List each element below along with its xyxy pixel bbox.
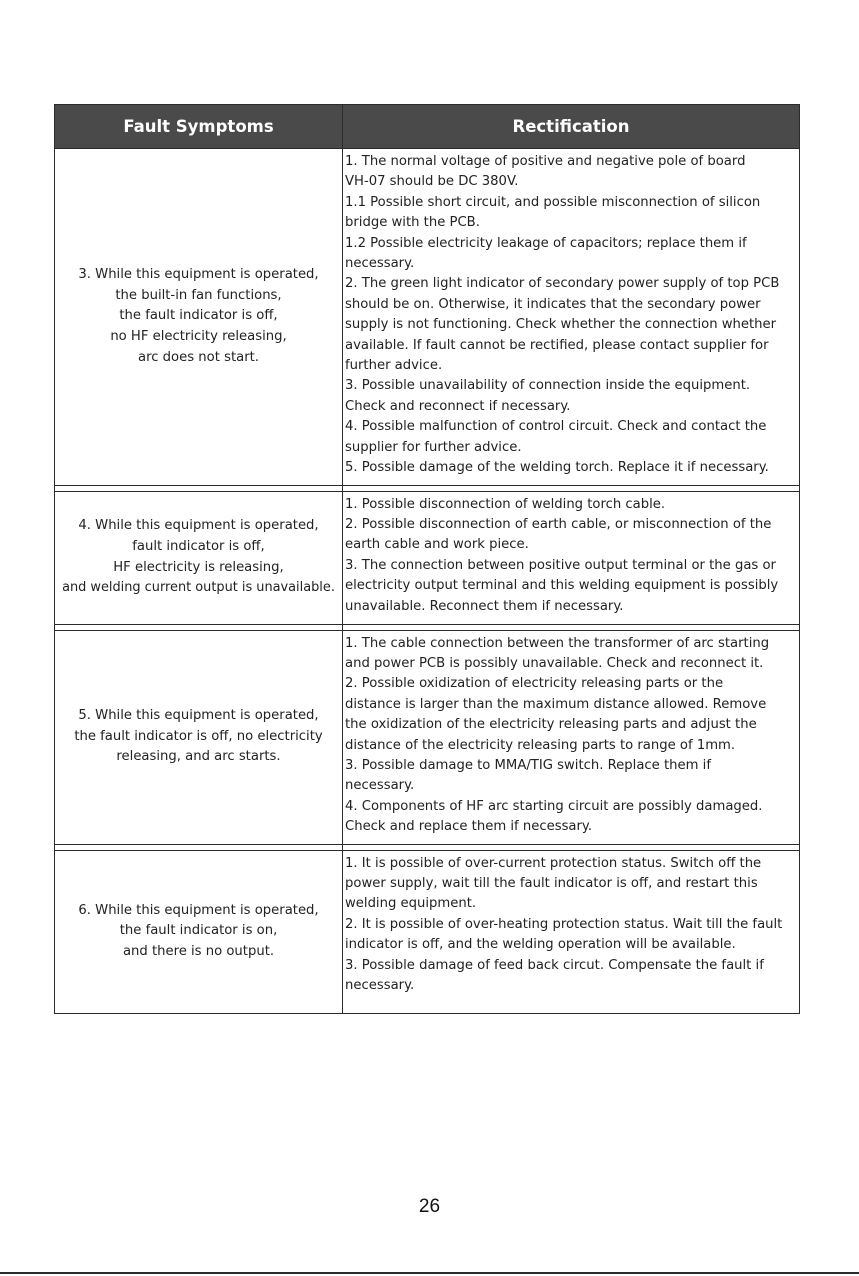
symptom-cell bbox=[55, 491, 343, 624]
rectification-line: 3. Possible damage of feed back circut. Compensate the fault if bbox=[345, 957, 764, 973]
symptom-line: 3. While this equipment is operated, bbox=[78, 267, 319, 283]
rectification-line: 2. Possible disconnection of earth cable, or misconnection of the bbox=[345, 516, 772, 532]
rectification-cell bbox=[343, 149, 800, 486]
symptom-cell bbox=[55, 149, 343, 486]
symptom-line: fault indicator is off, bbox=[132, 538, 265, 554]
rectification-line: Check and replace them if necessary. bbox=[345, 819, 593, 835]
rectification-line: 1. The normal voltage of positive and negative pole of board bbox=[345, 154, 746, 169]
rectification-line: necessary. bbox=[345, 778, 415, 794]
table-row bbox=[55, 630, 800, 844]
symptom-line: the fault indicator is off, bbox=[119, 308, 278, 324]
rectification-line: VH-07 should be DC 380V. bbox=[345, 174, 519, 190]
table-header-row bbox=[55, 105, 800, 149]
rectification-cell bbox=[343, 630, 800, 844]
symptom-cell bbox=[55, 630, 343, 844]
symptom-line: HF electricity is releasing, bbox=[113, 559, 284, 575]
rectification-line: 1.2 Possible electricity leakage of capacitors; replace them if bbox=[345, 235, 747, 251]
header-rectification: Rectification bbox=[343, 105, 800, 149]
rectification-line: 4. Possible malfunction of control circuit. Check and contact the bbox=[345, 419, 767, 435]
rectification-line: 1. Possible disconnection of welding torch cable. bbox=[345, 496, 666, 512]
rectification-line: 2. It is possible of over-heating protection status. Wait till the fault bbox=[345, 916, 783, 932]
symptom-line: 6. While this equipment is operated, bbox=[78, 902, 319, 918]
rectification-line: electricity output terminal and this welding equipment is possibly bbox=[345, 578, 779, 594]
symptom-line: the fault indicator is off, no electricity bbox=[74, 728, 323, 744]
rectification-line: bridge with the PCB. bbox=[345, 215, 480, 231]
symptom-line: no HF electricity releasing, bbox=[110, 329, 287, 345]
rectification-line: Check and reconnect if necessary. bbox=[345, 398, 571, 414]
symptom-line: and there is no output. bbox=[122, 943, 275, 959]
rectification-line: 2. The green light indicator of secondary power supply of top PCB bbox=[345, 276, 780, 292]
rectification-cell bbox=[343, 850, 800, 1013]
rectification-line: 4. Components of HF arc starting circuit are possibly damaged. bbox=[345, 798, 763, 814]
bottom-rule bbox=[0, 1272, 859, 1274]
symptom-line: releasing, and arc starts. bbox=[116, 749, 281, 765]
rectification-line: unavailable. Reconnect them if necessary. bbox=[345, 598, 624, 614]
rectification-line: 3. Possible unavailability of connection inside the equipment. bbox=[345, 378, 751, 394]
rectification-line: 5. Possible damage of the welding torch. Replace it if necessary. bbox=[345, 460, 769, 476]
rectification-line: supply is not functioning. Check whether the connection whether bbox=[345, 317, 777, 333]
symptom-line: and welding current output is unavailable. bbox=[62, 580, 335, 596]
fault-table bbox=[54, 104, 800, 1014]
rectification-line: earth cable and work piece. bbox=[345, 537, 529, 553]
rectification-cell bbox=[343, 491, 800, 624]
rectification-line: 1. The cable connection between the transformer of arc starting bbox=[345, 635, 770, 651]
table-row bbox=[55, 491, 800, 624]
rectification-line: power supply, wait till the fault indicator is off, and restart this bbox=[345, 875, 758, 891]
page-number: 26 bbox=[418, 1196, 441, 1217]
table-row bbox=[55, 149, 800, 486]
symptom-cell bbox=[55, 850, 343, 1013]
rectification-line: necessary. bbox=[345, 256, 415, 272]
rectification-line: 3. Possible damage to MMA/TIG switch. Replace them if bbox=[345, 757, 711, 773]
rectification-line: and power PCB is possibly unavailable. Check and reconnect it. bbox=[345, 655, 764, 671]
rectification-line: distance of the electricity releasing parts to range of 1mm. bbox=[345, 737, 736, 753]
rectification-line: 1.1 Possible short circuit, and possible misconnection of silicon bbox=[345, 194, 761, 210]
rectification-line: distance is larger than the maximum distance allowed. Remove bbox=[345, 696, 767, 712]
symptom-line: 4. While this equipment is operated, bbox=[78, 518, 319, 534]
rectification-line: 1. It is possible of over-current protection status. Switch off the bbox=[345, 855, 762, 871]
rectification-line: 2. Possible oxidization of electricity releasing parts or the bbox=[345, 676, 724, 692]
rectification-line: welding equipment. bbox=[345, 896, 477, 912]
symptom-line: 5. While this equipment is operated, bbox=[78, 708, 319, 724]
rectification-line: indicator is off, and the welding operation will be available. bbox=[345, 937, 736, 953]
header-fault-symptoms: Fault Symptoms bbox=[55, 105, 343, 149]
rectification-line: available. If fault cannot be rectified, please contact supplier for bbox=[345, 337, 769, 353]
rectification-line: further advice. bbox=[345, 358, 443, 374]
symptom-line: the fault indicator is on, bbox=[119, 923, 278, 939]
rectification-line: necessary. bbox=[345, 978, 415, 993]
rectification-line: should be on. Otherwise, it indicates that the secondary power bbox=[345, 296, 761, 312]
rectification-line: the oxidization of the electricity releasing parts and adjust the bbox=[345, 717, 757, 733]
rectification-line: 3. The connection between positive output terminal or the gas or bbox=[345, 557, 776, 573]
symptom-line: arc does not start. bbox=[138, 349, 259, 365]
table-row bbox=[55, 850, 800, 1013]
symptom-line: the built-in fan functions, bbox=[115, 287, 282, 303]
rectification-line: supplier for further advice. bbox=[345, 439, 522, 455]
